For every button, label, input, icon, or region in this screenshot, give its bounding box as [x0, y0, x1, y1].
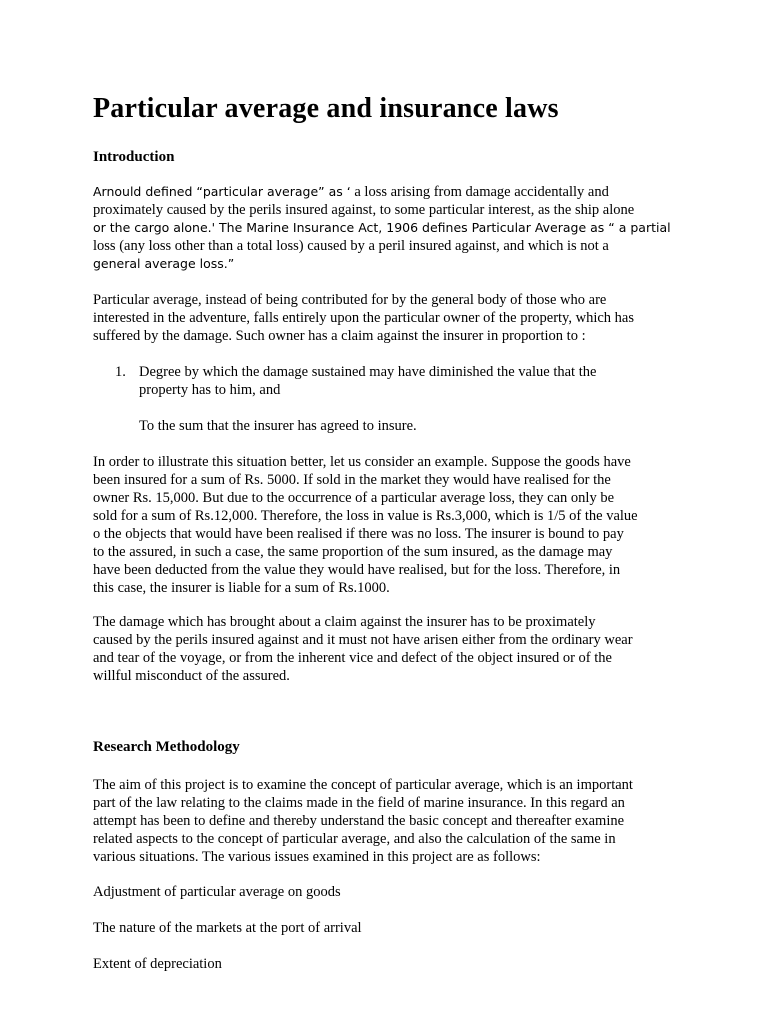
text-line: loss (any loss other than a total loss) caused by a peril insured against, and which is not a: [93, 238, 609, 254]
introduction-paragraph-1: [93, 183, 683, 273]
text-line: attempt has been to define and thereby understand the basic concept and thereafter examine: [93, 813, 625, 829]
text-line: various situations. The various issues examined in this project are as follows:: [93, 849, 541, 865]
list-item: [139, 363, 679, 399]
text-line: The damage which has brought about a claim against the insurer has to be proximately: [93, 614, 596, 630]
introduction-paragraph-2: [93, 291, 683, 345]
text-line: general average loss.”: [93, 256, 235, 271]
text-line: To the sum that the insurer has agreed to insure.: [139, 418, 417, 434]
text-line: owner Rs. 15,000. But due to the occurrence of a particular average loss, they can only be: [93, 490, 615, 506]
text-line: property has to him, and: [139, 382, 281, 398]
text-line: or the cargo alone.' The Marine Insurance Act, 1906 defines Particular Average as “ a partial: [93, 220, 671, 235]
text-line: suffered by the damage. Such owner has a claim against the insurer in proportion to :: [93, 328, 586, 344]
text-line: interested in the adventure, falls entirely upon the particular owner of the property, which has: [93, 310, 635, 326]
text-line: have been deducted from the value they would have realised, but for the loss. Therefore, in: [93, 562, 621, 578]
text-line: Degree by which the damage sustained may have diminished the value that the: [139, 364, 597, 380]
text-line: Arnould defined “particular average” as ‘ a loss arising from damage accidentally and: [93, 184, 609, 200]
text-line: Particular average, instead of being contributed for by the general body of those who are: [93, 292, 607, 308]
text-line: sold for a sum of Rs.12,000. Therefore, the loss in value is Rs.3,000, which is 1/5 of the value: [93, 508, 638, 524]
issue-item: The nature of the markets at the port of arrival: [93, 920, 362, 936]
introduction-heading: Introduction: [93, 149, 175, 165]
page-title: Particular average and insurance laws: [93, 93, 559, 124]
text-line: been insured for a sum of Rs. 5000. If sold in the market they would have realised for the: [93, 472, 611, 488]
list-item-number: 1.: [115, 364, 126, 380]
text-line: this case, the insurer is liable for a sum of Rs.1000.: [93, 580, 390, 596]
introduction-paragraph-3: [93, 453, 683, 597]
text-line: related aspects to the concept of particular average, and also the calculation of the same in: [93, 831, 616, 847]
text-line: and tear of the voyage, or from the inherent vice and defect of the object insured or of the: [93, 650, 612, 666]
issue-item: Extent of depreciation: [93, 956, 222, 972]
text-line: In order to illustrate this situation better, let us consider an example. Suppose the goods have: [93, 454, 631, 470]
list-item-continuation: [139, 417, 679, 435]
research-paragraph-1: [93, 776, 683, 866]
text-line: proximately caused by the perils insured against, to some particular interest, as the ship alone: [93, 202, 635, 218]
text-line: o the objects that would have been realised if there was no loss. The insurer is bound to pay: [93, 526, 624, 542]
text-line: part of the law relating to the claims made in the field of marine insurance. In this regard an: [93, 795, 625, 811]
text-line: to the assured, in such a case, the same proportion of the sum insured, as the damage may: [93, 544, 613, 560]
text-line: caused by the perils insured against and it must not have arisen either from the ordinary wear: [93, 632, 633, 648]
issue-item: Adjustment of particular average on goods: [93, 884, 341, 900]
text-line: willful misconduct of the assured.: [93, 668, 290, 684]
text-line: The aim of this project is to examine the concept of particular average, which is an important: [93, 777, 633, 793]
introduction-paragraph-4: [93, 613, 683, 685]
research-methodology-heading: Research Methodology: [93, 739, 240, 755]
